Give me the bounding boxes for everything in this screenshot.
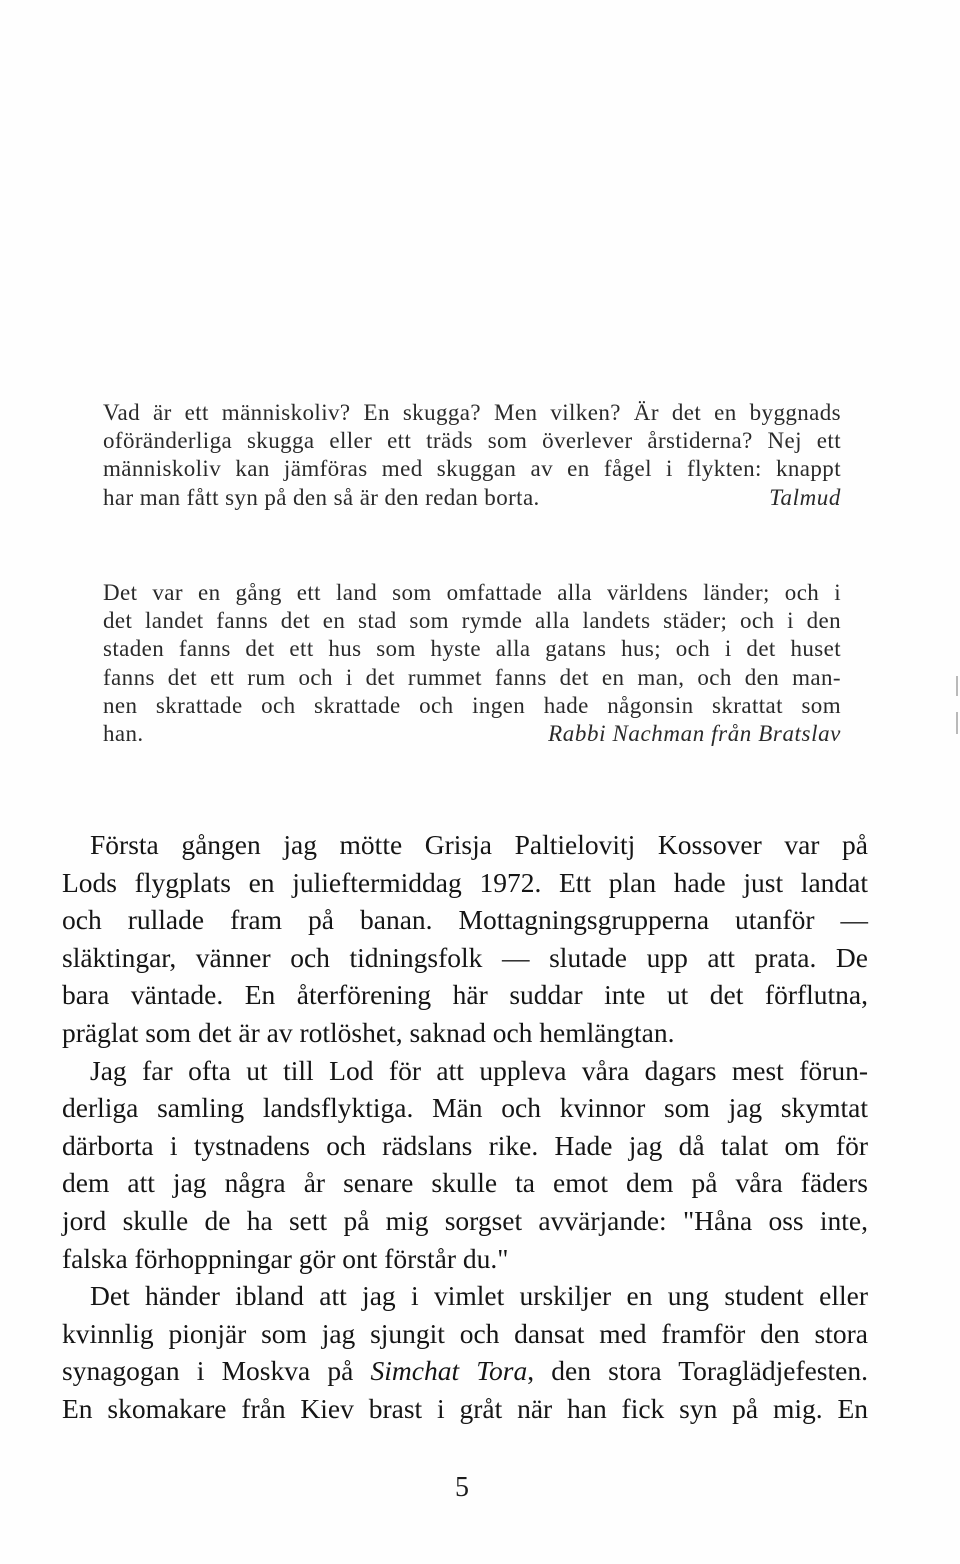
- body-line: Första gången jag mötte Grisja Paltielovitj Kossover var på: [90, 829, 868, 860]
- epigraph-attribution: Rabbi Nachman från Bratslav: [548, 720, 841, 746]
- epigraph-attribution: Talmud: [769, 484, 841, 510]
- italic-term: Simchat Tora: [370, 1355, 528, 1387]
- body-line: bara väntade. En återförening här suddar inte ut det förflutna,: [62, 979, 868, 1011]
- page-number: 5: [455, 1472, 469, 1503]
- body-line: präglat som det är av rotlöshet, saknad och hemlängtan.: [62, 1016, 675, 1048]
- body-line: derliga samling landsflyktiga. Män och kvinnor som jag skymtat: [62, 1092, 868, 1124]
- body-line: släktingar, vänner och tidningsfolk — slutade upp att prata. De: [62, 941, 868, 973]
- epigraph-line: oföränderliga skugga eller ett träds som överlever årstiderna? Nej ett: [103, 428, 841, 454]
- scan-mark: [956, 712, 958, 734]
- epigraph-line: nen skrattade och skrattade och ingen hade någonsin skrattat som: [103, 692, 841, 718]
- epigraph-last-line: [103, 484, 841, 512]
- epigraph-line: staden fanns det ett hus som hyste alla gatans hus; och i det huset: [103, 636, 841, 662]
- body-line: synagogan i Moskva på Simchat Tora, den stora Toraglädjefesten.: [62, 1355, 868, 1387]
- epigraph-line: han.: [103, 720, 144, 746]
- body-line: falska förhoppningar gör ont förstår du.": [62, 1242, 509, 1274]
- epigraph-line: det landet fanns det en stad som rymde alla landets städer; och i den: [103, 608, 841, 634]
- body-line: kvinnlig pionjär som jag sjungit och dansat med framför den stora: [62, 1317, 868, 1349]
- epigraph-rabbi-nachman: [103, 579, 841, 748]
- body-text: [62, 826, 868, 1428]
- epigraph-talmud: [103, 399, 841, 512]
- body-line: Det händer ibland att jag i vimlet urskiljer en ung student eller: [90, 1280, 868, 1312]
- body-line: En skomakare från Kiev brast i gråt när han fick syn på mig. En: [62, 1392, 868, 1424]
- body-line: och rullade fram på banan. Mottagningsgrupperna utanför —: [62, 904, 868, 936]
- epigraph-line: Det var en gång ett land som omfattade alla världens länder; och i: [103, 580, 841, 605]
- scan-mark: [956, 676, 958, 696]
- epigraph-line: fanns det ett rum och i det rummet fanns det en man, och den man-: [103, 664, 841, 690]
- epigraph-last-line: [103, 720, 841, 748]
- body-line: Jag far ofta ut till Lod för att uppleva våra dagars mest förun-: [90, 1054, 868, 1086]
- epigraph-line: människoliv kan jämföras med skuggan av en fågel i flykten: knappt: [103, 456, 841, 482]
- body-line: därborta i tystnadens och rädslans rike. Hade jag då talat om för: [62, 1129, 868, 1161]
- body-line: dem att jag några år senare skulle ta emot dem på våra fäders: [62, 1167, 868, 1199]
- body-line: Lods flygplats en julieftermiddag 1972. Ett plan hade just landat: [62, 866, 868, 898]
- epigraph-line: har man fått syn på den så är den redan borta.: [103, 484, 540, 510]
- body-line: jord skulle de ha sett på mig sorgset avvärjande: "Håna oss inte,: [62, 1204, 868, 1236]
- epigraph-line: Vad är ett människoliv? En skugga? Men vilken? Är det en byggnads: [103, 400, 841, 425]
